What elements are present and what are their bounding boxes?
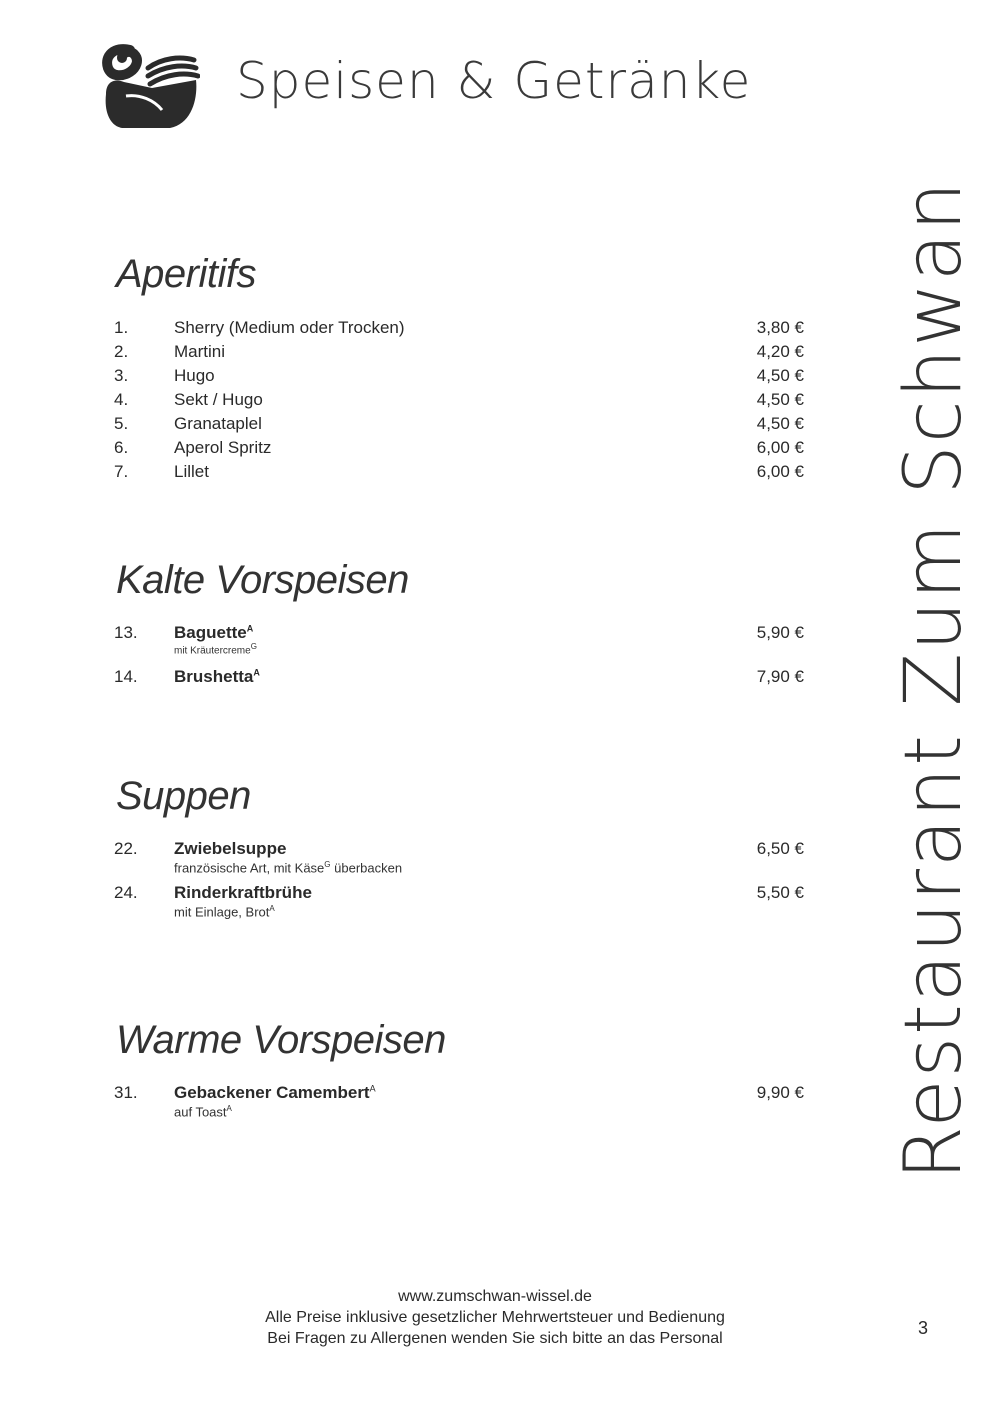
allergen-marker: A xyxy=(269,904,275,913)
item-description: mit Einlage, Brot$^A$ xyxy=(174,904,275,920)
item-name: Lillet xyxy=(174,462,209,481)
item-name: Hugo xyxy=(174,366,215,385)
item-name: Martini xyxy=(174,342,226,361)
menu-item xyxy=(114,389,814,413)
allergen-marker: G xyxy=(324,860,331,869)
swan-icon xyxy=(100,42,200,134)
section-aperitifs xyxy=(114,252,814,485)
item-description: französische Art, mit Käse$^G$ überbacken xyxy=(174,860,403,876)
menu-item xyxy=(114,1083,814,1127)
allergen-marker: A xyxy=(246,623,254,634)
item-name: Zwiebelsuppe xyxy=(174,839,287,858)
menu-item xyxy=(114,883,814,927)
page-number: 3 xyxy=(918,1318,929,1338)
item-name: Brushetta$^A$ xyxy=(174,667,260,686)
item-number: 13. xyxy=(114,623,138,642)
item-name: Baguette$^A$ xyxy=(174,623,254,642)
item-number: 2. xyxy=(114,342,129,361)
menu-item xyxy=(114,317,814,341)
menu-item xyxy=(114,413,814,437)
menu-item xyxy=(114,839,814,883)
item-name: Gebackener Camembert$^A$ xyxy=(174,1083,376,1102)
item-number: 4. xyxy=(114,390,129,409)
section-title: Aperitifs xyxy=(116,252,256,296)
section-title: Kalte Vorspeisen xyxy=(116,558,409,602)
price-note: Alle Preise inklusive gesetzlicher Mehrwertsteuer und Bedienung xyxy=(265,1309,725,1326)
item-price: 5,90 € xyxy=(756,623,804,642)
section-title: Suppen xyxy=(116,774,251,818)
item-price: 6,00 € xyxy=(756,438,804,457)
section-suppen xyxy=(114,774,814,927)
item-price: 4,50 € xyxy=(756,390,804,409)
item-number: 14. xyxy=(114,667,138,686)
item-price: 7,90 € xyxy=(756,667,804,686)
item-price: 4,50 € xyxy=(756,366,804,385)
item-number: 6. xyxy=(114,438,129,457)
allergen-marker: G xyxy=(250,642,257,651)
item-number: 24. xyxy=(114,883,138,902)
menu-item xyxy=(114,365,814,389)
item-price: 6,00 € xyxy=(756,462,804,481)
item-price: 4,20 € xyxy=(756,342,804,361)
section-warme-vorspeisen xyxy=(114,1018,814,1127)
item-number: 22. xyxy=(114,839,138,858)
restaurant-name: Restaurant Zum Schwan xyxy=(889,179,979,1181)
item-number: 5. xyxy=(114,414,129,433)
menu-item xyxy=(114,341,814,365)
section-title: Warme Vorspeisen xyxy=(116,1018,446,1062)
item-number: 31. xyxy=(114,1083,138,1102)
item-price: 4,50 € xyxy=(756,414,804,433)
section-kalte-vorspeisen xyxy=(114,558,814,691)
footer xyxy=(0,1286,990,1349)
item-price: 6,50 € xyxy=(756,839,804,858)
item-number: 7. xyxy=(114,462,129,481)
item-name: Aperol Spritz xyxy=(174,438,272,457)
item-description: auf Toast$^A$ xyxy=(174,1104,232,1120)
website-link[interactable]: www.zumschwan-wissel.de xyxy=(398,1288,592,1305)
item-price: 3,80 € xyxy=(756,318,804,337)
item-name: Sherry (Medium oder Trocken) xyxy=(174,318,405,337)
item-description: mit Kräutercreme$^G$ xyxy=(174,642,257,657)
item-name: Rinderkraftbrühe xyxy=(174,883,312,902)
item-number: 1. xyxy=(114,318,129,337)
allergen-marker: A xyxy=(369,1083,376,1094)
item-price: 9,90 € xyxy=(756,1083,804,1102)
item-name: Granataplel xyxy=(174,414,262,433)
item-name: Sekt / Hugo xyxy=(174,390,263,409)
allergen-marker: A xyxy=(253,667,260,678)
page-title: Speisen & Getränke xyxy=(236,52,752,110)
menu-item xyxy=(114,461,814,485)
menu-item xyxy=(114,437,814,461)
menu-item xyxy=(114,667,814,691)
item-price: 5,50 € xyxy=(756,883,804,902)
allergen-note: Bei Fragen zu Allergenen wenden Sie sich bitte an das Personal xyxy=(267,1330,723,1347)
allergen-marker: A xyxy=(226,1104,232,1113)
item-number: 3. xyxy=(114,366,129,385)
menu-item xyxy=(114,623,814,667)
